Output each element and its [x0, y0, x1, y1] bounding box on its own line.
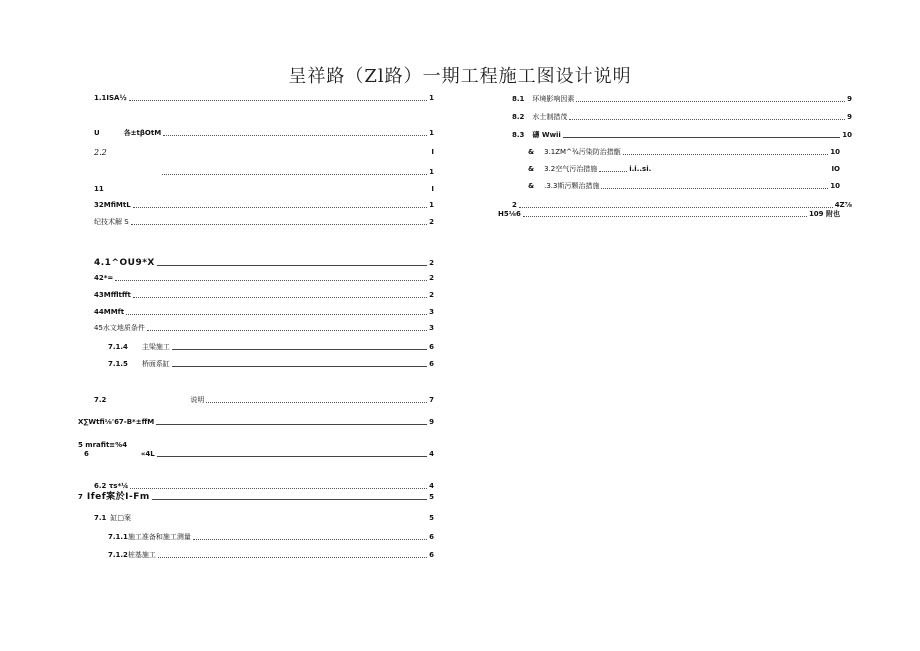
toc-label: 3.1ZM^¾污染防治措甑 [544, 148, 621, 156]
toc-label: 43Mffltfft [94, 291, 131, 299]
toc-number: 7.2 [94, 396, 107, 404]
toc-label: H5⅛6 [498, 210, 521, 218]
toc-page: 7 [429, 396, 434, 404]
toc-page: 10 [830, 148, 840, 156]
toc-leader [599, 170, 627, 172]
toc-page: 9 [429, 418, 434, 426]
toc-entry[interactable] [94, 288, 434, 300]
toc-page: 2 [429, 274, 434, 282]
toc-leader [576, 100, 845, 102]
toc-entry[interactable] [528, 179, 840, 191]
toc-leader [206, 401, 427, 403]
toc-label: 纪技术解 S [94, 218, 129, 226]
toc-entry[interactable] [94, 393, 434, 405]
toc-number: 8.2 [512, 113, 525, 121]
toc-entry[interactable] [108, 357, 434, 369]
toc-page: 3 [429, 324, 434, 332]
toc-page: 6 [429, 360, 434, 368]
toc-number: 8.1 [512, 95, 525, 103]
toc-label: 缸□案 [110, 514, 132, 522]
toc-page: 4Z⅞ [834, 201, 852, 209]
toc-leader [162, 173, 427, 175]
toc-label: 各±tβOtM [123, 129, 162, 137]
toc-number: 7.1.1 [108, 533, 128, 541]
toc-entry[interactable] [528, 145, 840, 157]
toc-leader [563, 136, 840, 138]
toc-label: 44MMft [94, 308, 125, 316]
toc-label: 42*= [94, 274, 114, 282]
toc-page: 5 [429, 514, 434, 522]
toc-entry[interactable] [94, 198, 434, 210]
toc-label: 45水文地质条件 [94, 324, 145, 332]
toc-number: U [94, 129, 100, 137]
toc-label: 说明 [190, 396, 205, 404]
toc-entry[interactable] [94, 145, 434, 157]
toc-leader [623, 153, 829, 155]
toc-label: 施工准备和施工测量 [127, 533, 191, 541]
toc-page: 3 [429, 308, 434, 316]
toc-number: 7.1.4 [108, 343, 128, 351]
toc-label: 5 mrafit≡%4 [78, 441, 128, 449]
toc-entry[interactable] [94, 215, 434, 227]
toc-label: 环境影响因素 [532, 95, 575, 103]
toc-entry[interactable] [498, 207, 840, 219]
toc-page: 9 [847, 113, 852, 121]
toc-label: 桥面系缸 [141, 360, 170, 368]
toc-label: 水土制措茂 [532, 113, 568, 121]
toc-page: 1 [429, 201, 434, 209]
toc-label: 4.1^OU9*X [94, 258, 155, 268]
toc-label: «4L [140, 450, 155, 458]
toc-leader [129, 99, 427, 101]
toc-entry[interactable] [94, 254, 434, 268]
toc-leader [601, 187, 828, 189]
toc-leader [133, 296, 427, 298]
toc-number: 7.1.5 [108, 360, 128, 368]
toc-number: & [528, 182, 535, 190]
toc-page: 10 [842, 131, 852, 139]
toc-number: & [528, 165, 535, 173]
toc-label: 1.1ISA½ [94, 94, 127, 102]
toc-entry[interactable] [512, 128, 852, 140]
toc-leader [130, 487, 427, 489]
toc-extra: i.i..si. [629, 165, 652, 173]
toc-label: 桩基施工 [127, 551, 156, 559]
toc-leader [152, 498, 427, 500]
toc-page: 2 [429, 218, 434, 226]
toc-entry[interactable] [512, 110, 852, 122]
toc-number: 2 [512, 201, 517, 209]
toc-label: 6.2 τs*¼ [94, 482, 129, 490]
toc-number: 2.2 [94, 148, 107, 157]
toc-page: I [431, 148, 434, 156]
toc-number: & [528, 148, 535, 156]
toc-entry[interactable] [94, 321, 434, 333]
toc-leader [172, 348, 427, 350]
toc-number: 11 [94, 185, 104, 193]
toc-leader [523, 215, 807, 217]
document-title: 呈祥路（Zl路）一期工程施工图设计说明 [288, 66, 632, 87]
toc-page: 4 [429, 482, 434, 490]
toc-page: 1 [429, 168, 434, 176]
toc-entry[interactable] [94, 271, 434, 283]
toc-leader [133, 206, 427, 208]
toc-page: 6 [429, 533, 434, 541]
toc-page: 9 [847, 95, 852, 103]
toc-leader [569, 118, 845, 120]
toc-label: 主梁施工 [141, 343, 170, 351]
toc-number: 7 [78, 493, 83, 501]
toc-label: .3.3斯污颗治措施 [544, 182, 600, 190]
toc-leader [115, 279, 427, 281]
toc-leader [193, 538, 427, 540]
toc-page: 109 附也 [808, 210, 840, 218]
toc-page: 5 [429, 493, 434, 501]
toc-entry[interactable] [108, 548, 434, 560]
toc-leader [157, 264, 427, 266]
toc-entry[interactable] [528, 162, 840, 174]
toc-entry[interactable] [108, 530, 434, 542]
toc-page: 6 [429, 551, 434, 559]
toc-entry[interactable] [94, 91, 434, 103]
toc-page: IO [831, 165, 840, 173]
toc-page: 2 [429, 291, 434, 299]
toc-entry[interactable] [94, 305, 434, 317]
toc-page: 2 [429, 259, 434, 267]
toc-page: 4 [429, 450, 434, 458]
toc-page: 1 [429, 94, 434, 102]
toc-page: I [431, 185, 434, 193]
toc-label: 礴 Wwii [532, 131, 561, 139]
toc-leader [156, 423, 427, 425]
toc-page: 1 [429, 129, 434, 137]
toc-leader [157, 455, 427, 457]
toc-label: 32MfiMtL [94, 201, 131, 209]
toc-number: 7.1 [94, 514, 107, 522]
toc-leader [131, 223, 427, 225]
toc-leader [158, 556, 427, 558]
toc-number: 7.1.2 [108, 551, 128, 559]
toc-entry[interactable] [78, 490, 434, 502]
toc-entry[interactable] [94, 126, 434, 138]
toc-label: X∑Wtfi⅛'67-B*±ffM [78, 418, 155, 426]
toc-label: Ifef案於I-Fm [86, 492, 150, 502]
toc-page: 10 [830, 182, 840, 190]
toc-entry[interactable] [94, 511, 434, 523]
toc-leader [172, 365, 427, 367]
toc-entry[interactable] [512, 92, 852, 104]
toc-entry[interactable] [94, 182, 434, 194]
toc-number: 6 [84, 450, 89, 458]
toc-entry[interactable] [78, 415, 434, 427]
toc-entry[interactable] [160, 165, 434, 177]
toc-number: 8.3 [512, 131, 525, 139]
toc-entry[interactable] [84, 447, 434, 459]
toc-label: 3.2空气污治措施 [544, 165, 598, 173]
toc-page: 6 [429, 343, 434, 351]
toc-leader [126, 313, 427, 315]
toc-leader [163, 134, 427, 136]
toc-entry[interactable] [108, 340, 434, 352]
toc-leader [147, 329, 427, 331]
